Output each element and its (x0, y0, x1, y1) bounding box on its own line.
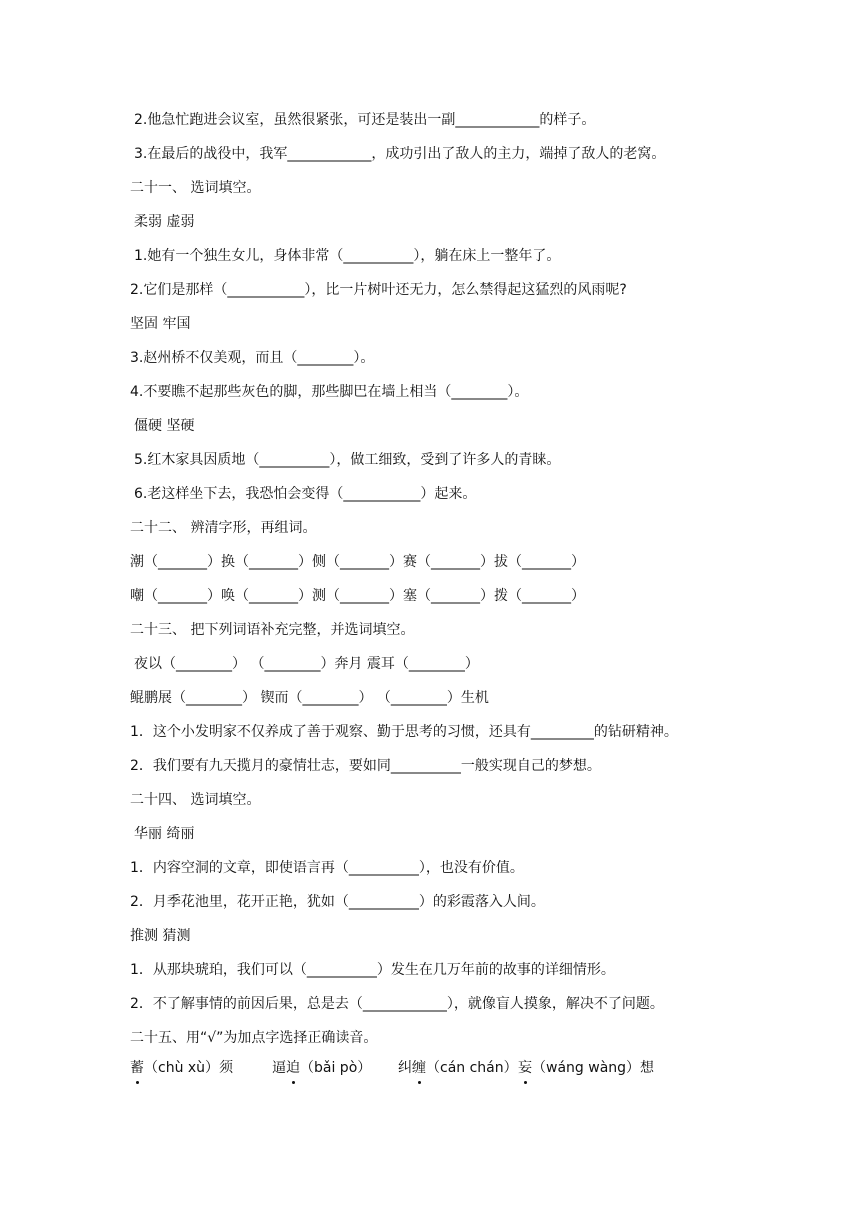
word-choice-pair: 推测 猜测 (130, 928, 191, 944)
pinyin-suffix: 想 (640, 1060, 655, 1076)
text-line: 1．内容空洞的文章，即使语言再（__________），也没有价值。 (130, 860, 524, 876)
word-choice-pair: 僵硬 坚硬 (134, 418, 195, 434)
dotted-character: 缠 (412, 1060, 426, 1076)
pinyin-choices: （chù xù） (144, 1060, 220, 1076)
text-line: 5.红木家具因质地（__________），做工细致，受到了许多人的青睐。 (134, 452, 561, 468)
text-line: 嘲（_______）唤（_______）测（_______）塞（_______）拨（_______） (130, 588, 585, 604)
section-heading: 二十五、用“√”为加点字选择正确读音。 (130, 1030, 378, 1046)
pinyin-prefix: 逼 (272, 1060, 286, 1076)
text-line: 4.不要瞧不起那些灰色的脚，那些脚巴在墙上相当（________）。 (130, 384, 529, 400)
text-line: 2.它们是那样（___________），比一片树叶还无力，怎么禁得起这猛烈的风雨呢? (130, 282, 627, 298)
word-choice-pair: 柔弱 虚弱 (134, 214, 195, 230)
text-line: 2．我们要有九天揽月的豪情壮志，要如同__________一般实现自己的梦想。 (130, 758, 601, 774)
section-heading: 二十二、 辨清字形，再组词。 (130, 520, 317, 536)
text-line: 6.老这样坐下去，我恐怕会变得（___________）起来。 (134, 486, 477, 502)
section-heading: 二十四、 选词填空。 (130, 792, 261, 808)
word-choice-pair: 坚固 牢国 (130, 316, 191, 332)
pinyin-item (518, 1058, 654, 1078)
text-line: 2.他急忙跑进会议室，虽然很紧张，可还是装出一副____________的样子。 (134, 112, 596, 128)
pinyin-choices: （wáng wàng） (532, 1060, 641, 1076)
pinyin-item (398, 1058, 518, 1078)
section-heading: 二十一、 选词填空。 (130, 180, 261, 196)
text-line: 3.赵州桥不仅美观，而且（________）。 (130, 350, 375, 366)
text-line: 夜以（________） （________）奔月 震耳（________） (134, 656, 479, 672)
pinyin-choices: （cán chán） (426, 1060, 518, 1076)
text-line: 2．月季花池里，花开正艳，犹如（__________）的彩霞落入人间。 (130, 894, 545, 910)
dotted-character: 妄 (518, 1060, 532, 1076)
pinyin-prefix: 纠 (398, 1060, 412, 1076)
text-line: 1．从那块琥珀，我们可以（__________）发生在几万年前的故事的详细情形。 (130, 962, 615, 978)
dotted-character: 迫 (286, 1060, 300, 1076)
dotted-character: 蓄 (130, 1060, 144, 1076)
text-line: 2．不了解事情的前因后果，总是去（____________），就像盲人摸象，解决不了问题。 (130, 996, 664, 1012)
text-line: 鲲鹏展（________） 锲而（________） （________）生机 (130, 690, 489, 706)
pinyin-item (272, 1058, 371, 1078)
section-heading: 二十三、 把下列词语补充完整，并选词填空。 (130, 622, 415, 638)
text-line: 1．这个小发明家不仅养成了善于观察、勤于思考的习惯，还具有_________的钻研精神。 (130, 724, 678, 740)
word-choice-pair: 华丽 绮丽 (134, 826, 195, 842)
text-line: 1.她有一个独生女儿，身体非常（__________），躺在床上一整年了。 (134, 248, 561, 264)
pinyin-item (130, 1058, 233, 1078)
pinyin-suffix: 须 (219, 1060, 234, 1076)
pinyin-choices: （bǎi pò） (300, 1060, 372, 1076)
text-line: 潮（_______）换（_______）侧（_______）赛（_______）拔（_______） (130, 554, 585, 570)
text-line: 3.在最后的战役中，我军____________，成功引出了敌人的主力，端掉了敌人的老窝。 (134, 146, 666, 162)
